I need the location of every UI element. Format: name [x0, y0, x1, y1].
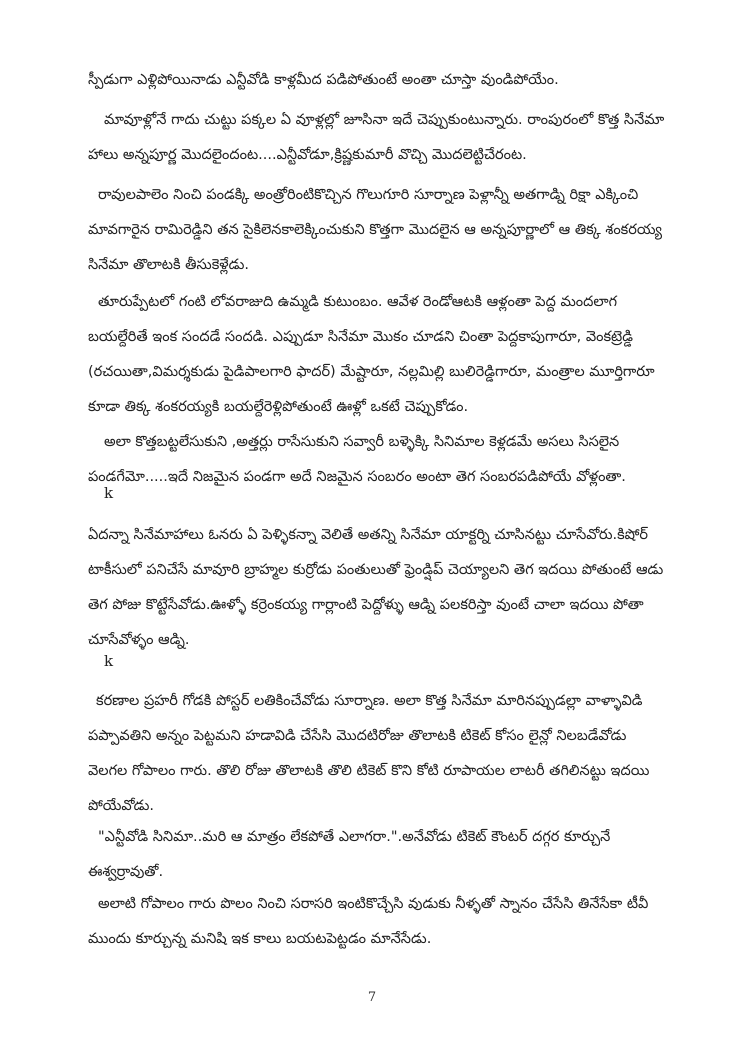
text-line: ఈశ్వర్రావుతో.: [88, 864, 164, 880]
text-line: వెలగల గోపాలం గారు. తొలి రోజు తొలాటకి తొలి టికెట్ కొని కోటి రూపాయల లాటరీ తగిలినట్టు ఇదయి: [88, 763, 650, 779]
paragraph: [88, 425, 666, 495]
text-line: బయల్దేరితే ఇంక సందడే సందడి. ఎప్పుడూ సినేమా మొకం చూడని చింతా పెద్దకాపుగారూ, వెంకట్రెడ్డి: [88, 329, 633, 345]
text-line: పండగేమో.....ఇదే నిజమైన పండగా అదే నిజమైన సంబరం అంటా తెగ సంబరపడిపోయే వోళ్లంతా.: [88, 469, 626, 485]
paragraph: [88, 820, 666, 890]
text-line: కూడా తిక్క శంకరయ్యకి బయల్దేరెళ్లిపోతుంటే ఊళ్లో ఒకటే చెప్పుకోడం.: [88, 399, 469, 415]
text-line: కరణాల ప్రహరీ గోడకి పోస్టర్ లతికించేవోడు సూర్నాణ. అలా కొత్త సినేమా మారినప్పుడల్లా వాళ్ళావిడి: [96, 693, 643, 709]
paragraph: [88, 178, 666, 283]
text-line: తూరుప్పేటలో గంటి లోవరాజుది ఉమ్మడి కుటుంబం. ఆవేళ రెండోఆటకి ఆళ్లంతా పెద్ద మందలాగ: [98, 294, 618, 310]
text-line: (రచయితా,విమర్శకుడు పైడిపాలగారి ఫాదర్) మేష్టారూ, నల్లమిల్లి బులిరెడ్డిగారూ, మంత్రాల మూర్తిగారూ: [88, 364, 655, 380]
text-line: చూసేవోళ్ళం ఆడ్ని.: [88, 632, 190, 648]
page-number: 7: [367, 990, 377, 1005]
paragraph: [88, 684, 666, 824]
paragraph: [88, 63, 666, 98]
paragraph: [88, 103, 666, 173]
text-line: ముందు కూర్చున్న మనిషి ఇక కాలు బయటపెట్టడం మానేసేడు.: [88, 931, 432, 947]
section-separator: k: [104, 652, 114, 670]
section-separator: k: [104, 484, 114, 502]
text-line: ఏదన్నా సినేమాహాలు ఓనరు ఏ పెళ్ళికన్నా వెలితే అతన్ని సినేమా యాక్టర్ని చూసినట్టు చూసేవోరు.కిషోర్: [88, 527, 648, 543]
text-line: మావగారైన రామిరెడ్డిని తన సైకిలెనకాలెక్కించుకుని కొత్తగా మొదలైన ఆ అన్నపూర్ణాలో ఆ తిక్క శంకరయ్య: [88, 222, 662, 238]
text-line: అలాటి గోపాలం గారు పొలం నించి సరాసరి ఇంటికొచ్చేసి వుడుకు నీళ్ళతో స్నానం చేసేసి తినేసేకా టీవీ: [98, 896, 649, 912]
text-line: పోయేవోడు.: [88, 798, 154, 814]
text-line: సినేమా తొలాటకి తీసుకెళ్లేడు.: [88, 257, 249, 273]
text-line: పప్పావతిని అన్నం పెట్టమని హడావిడి చేసేసి మొదటిరోజు తొలాటకి టికెట్ కోసం లైన్లో నిలబడేవోడు: [88, 728, 627, 744]
text-line: "ఎన్టీవోడి సినిమా..మరి ఆ మాత్రం లేకపోతే ఎలాగరా.".అనేవోడు టికెట్ కౌంటర్ దగ్గర కూర్చునే: [98, 829, 611, 845]
text-line: మావూళ్లోనే గాదు చుట్టు పక్కల ఏ వూళ్లల్లో జూసినా ఇదే చెప్పుకుంటున్నారు. రాంపురంలో కొత్త సినేమా: [104, 112, 665, 128]
paragraph: [88, 518, 666, 658]
text-line: రావులపాలెం నించి పండక్కి అంత్రోరింటికొచ్చిన గొలుగూరి సూర్నాణ పెళ్లాన్నీ అతగాడ్ని రిక్షా ఎక్కించి: [98, 187, 639, 203]
text-line: స్పీడుగా ఎళ్లిపోయినాడు ఎన్టీవోడి కాళ్లమీద పడిపోతుంటే అంతా చూస్తా వుండిపోయేం.: [88, 72, 559, 88]
text-line: టాకీసులో పనిచేసే మావూరి బ్రాహ్మల కుర్రోడు పంతులుతో ఫ్రెండ్షిప్ చెయ్యాలని తెగ ఇదయి పోతుంటే ఆడు: [88, 562, 664, 578]
text-line: అలా కొత్తబట్టలేసుకుని ,అత్తర్లు రాసేసుకుని సవ్వారీ బళ్ళెక్కి సినిమాల కెళ్లడమే అసలు సిసలైన: [104, 434, 620, 450]
text-line: తెగ పోజు కొట్టేసేవోడు.ఊళ్ళో కర్రెంకయ్య గార్లాంటి పెద్దోళ్ళు ఆడ్ని పలకరిస్తా వుంటే చాలా ఇదయి పోతా: [88, 597, 644, 613]
paragraph: [88, 887, 666, 957]
paragraph: [88, 285, 666, 425]
text-line: హాలు అన్నపూర్ణ మొదలైందంట....ఎన్టీవోడూ,క్రిష్ణకుమారీ వొచ్చి మొదలెట్టిచేరంట.: [88, 147, 527, 163]
